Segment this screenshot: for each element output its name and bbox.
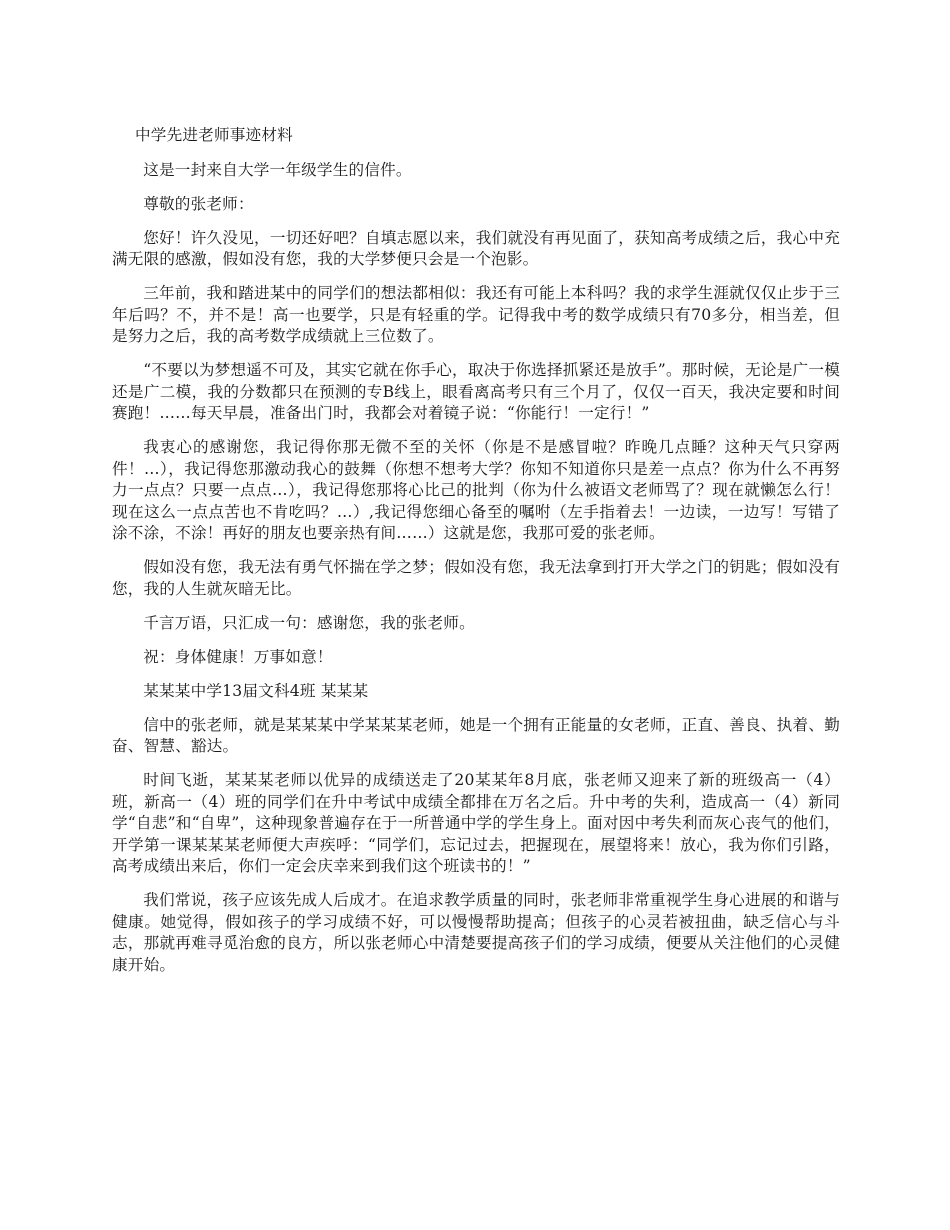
paragraph-three-years-ago: 三年前，我和踏进某中的同学们的想法都相似：我还有可能上本科吗？我的求学生涯就仅仅止步于三年后吗？不，并不是！高一也要学，只是有轻重的学。记得我中考的数学成绩只有70多分，相当差，但是努力之后，我的高考数学成绩就上三位数了。 xyxy=(112,284,840,345)
paragraph-greeting: 您好！许久没见，一切还好吧？自填志愿以来，我们就没有再见面了，获知高考成绩之后，我心中充满无限的感激，假如没有您，我的大学梦便只会是一个泡影。 xyxy=(112,228,840,268)
paragraph-new-class: 时间飞逝，某某某老师以优异的成绩送走了20某某年8月底，张老师又迎来了新的班级高一（4）班，新高一（4）班的同学们在升中考试中成绩全都排在万名之后。升中考的失利，造成高一（4）新同学“自悲”和“自卑”，这种现象普遍存在于一所普通中学的学生身上。面对因中考失利而灰心丧气的他们，开学第一课某某某老师便大声疾呼：“同学们，忘记过去，把握现在，展望将来！放心，我为你们引路，高考成绩出来后，你们一定会庆幸来到我们这个班读书的！” xyxy=(112,771,840,875)
document-title: 中学先进老师事迹材料 xyxy=(135,126,293,144)
document-body xyxy=(112,125,840,989)
paragraph-gratitude: 我衷心的感谢您，我记得你那无微不至的关怀（你是不是感冒啦？昨晚几点睡？这种天气只穿两件！…），我记得您那激动我心的鼓舞（你想不想考大学？你知不知道你只是差一点点？你为什么不再努力一点点？只要一点点…），我记得您那将心比己的批判（你为什么被语文老师骂了？现在就懒怎么行！现在这么一点点苦也不肯吃吗？…）,我记得您细心备至的嘱咐（左手指着去！一边读，一边写！写错了涂不涂，不涂！再好的朋友也要亲热有间……）这就是您，我那可爱的张老师。 xyxy=(112,438,840,542)
paragraph-thanks: 千言万语，只汇成一句：感谢您，我的张老师。 xyxy=(143,613,475,632)
paragraph-without-you: 假如没有您，我无法有勇气怀揣在学之梦；假如没有您，我无法拿到打开大学之门的钥匙；假如没有您，我的人生就灰暗无比。 xyxy=(112,558,840,598)
paragraph-wishes: 祝：身体健康！万事如意！ xyxy=(143,647,333,666)
paragraph-dream-quote: “不要以为梦想遥不可及，其实它就在你手心，取决于你选择抓紧还是放手”。那时候，无论是广一模还是广二模，我的分数都只在预测的专B线上，眼看离高考只有三个月了，仅仅一百天，我决定要和时间赛跑！……每天早晨，准备出门时，我都会对着镜子说：“你能行！一定行！” xyxy=(112,361,840,422)
paragraph-signature: 某某某中学13届文科4班 某某某 xyxy=(143,681,369,700)
paragraph-teacher-intro: 信中的张老师，就是某某某中学某某某老师，她是一个拥有正能量的女老师，正直、善良、执着、勤奋、智慧、豁达。 xyxy=(112,715,840,755)
paragraph-character-first: 我们常说，孩子应该先成人后成才。在追求教学质量的同时，张老师非常重视学生身心进展的和谐与健康。她觉得，假如孩子的学习成绩不好，可以慢慢帮助提高；但孩子的心灵若被扭曲，缺乏信心与斗志，那就再难寻觅治愈的良方，所以张老师心中清楚要提高孩子们的学习成绩，便要从关注他们的心灵健康开始。 xyxy=(112,891,840,974)
paragraph-intro: 这是一封来自大学一年级学生的信件。 xyxy=(143,160,412,179)
paragraph-salutation: 尊敬的张老师： xyxy=(143,194,254,213)
